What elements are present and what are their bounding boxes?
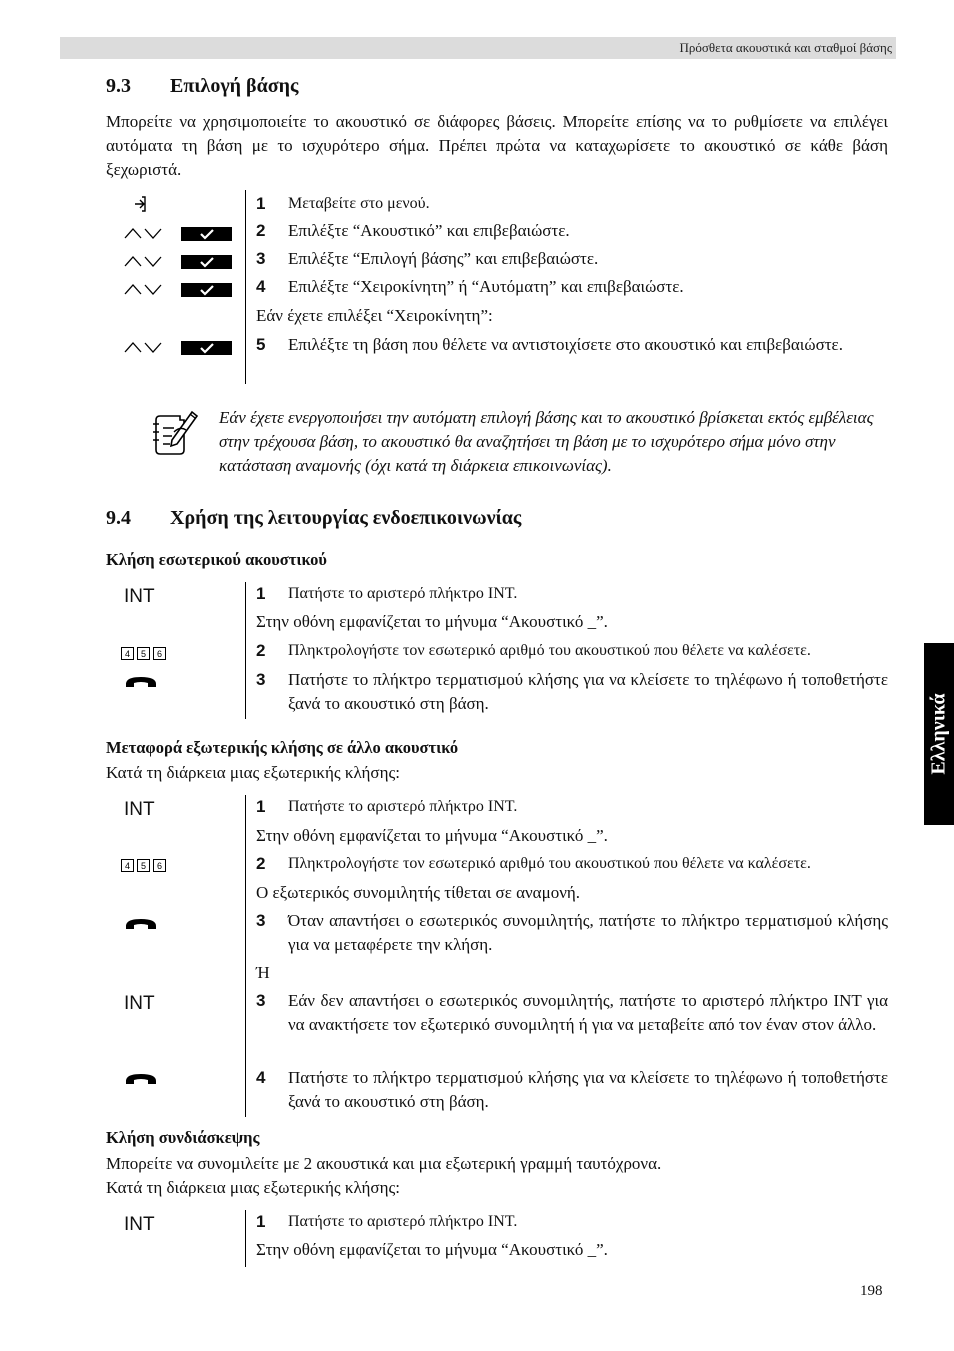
int-key-label: INT bbox=[124, 1214, 155, 1235]
ok-key-icon bbox=[181, 283, 232, 297]
section-number: 9.4 bbox=[106, 507, 131, 529]
section-title: Επιλογή βάσης bbox=[170, 75, 299, 97]
section-heading-9-3 bbox=[106, 75, 706, 101]
step-number: 2 bbox=[256, 641, 266, 660]
subsection-intro: Κατά τη διάρκεια μιας εξωτερικής κλήσης: bbox=[106, 763, 400, 782]
step-text: Μεταβείτε στο μενού. bbox=[288, 195, 430, 212]
step-divider bbox=[245, 582, 246, 719]
key-label: 6 bbox=[156, 649, 163, 659]
step-item bbox=[256, 989, 888, 1037]
note-pencil-icon bbox=[150, 406, 200, 458]
end-call-key-icon bbox=[124, 1072, 158, 1086]
step-number: 3 bbox=[256, 991, 266, 1010]
step-item bbox=[256, 192, 888, 216]
number-keys-icon bbox=[121, 859, 167, 873]
step-text: Πατήστε το πλήκτρο τερματισμού κλήσης για να κλείσετε το τηλέφωνο ή τοποθετήστε ξανά το ακουστικό στη βάση. bbox=[288, 1068, 888, 1111]
section-intro: Μπορείτε να χρησιμοποιείτε το ακουστικό σε διάφορες βάσεις. Μπορείτε επίσης να το ρυθμίσετε να επιλέγει αυτόματα τη βάση με το ισχυρότερο σήμα. Πρέπει πρώτα να καταχωρίσετε το ακουστικό σε κάθε βάση ξεχωριστά. bbox=[106, 112, 888, 179]
step-divider bbox=[245, 1210, 246, 1267]
step-number: 3 bbox=[256, 911, 266, 930]
step-divider bbox=[245, 795, 246, 1117]
step-number: 1 bbox=[256, 797, 266, 816]
step-item bbox=[256, 333, 888, 357]
step-item bbox=[256, 668, 888, 716]
number-keys-icon bbox=[121, 647, 167, 661]
language-tab-label: Ελληνικά bbox=[927, 693, 950, 775]
ok-key-icon bbox=[181, 227, 232, 241]
step-text: Πατήστε το αριστερό πλήκτρο INT. bbox=[288, 798, 518, 815]
step-number: 4 bbox=[256, 277, 266, 296]
step-number: 1 bbox=[256, 584, 266, 603]
step-item bbox=[256, 219, 888, 243]
step-number: 1 bbox=[256, 194, 266, 213]
menu-key-icon bbox=[133, 195, 153, 213]
step-item bbox=[256, 582, 888, 606]
subsection-title: Κλήση συνδιάσκεψης bbox=[106, 1128, 260, 1147]
page-header bbox=[60, 37, 896, 59]
display-message: Στην οθόνη εμφανίζεται το μήνυμα “Ακουστικό _”. bbox=[256, 612, 608, 631]
step-text: Επιλέξτε “Χειροκίνητη” ή “Αυτόματη” και επιβεβαιώστε. bbox=[288, 277, 684, 296]
subsection-intro: Μπορείτε να συνομιλείτε με 2 ακουστικά και μια εξωτερική γραμμή ταυτόχρονα. bbox=[106, 1154, 662, 1173]
or-separator: Ή bbox=[256, 963, 270, 982]
step-item bbox=[256, 1066, 888, 1114]
step-text: Επιλέξτε “Ακουστικό” και επιβεβαιώστε. bbox=[288, 221, 570, 240]
manual-selection-note: Εάν έχετε επιλέξει “Χειροκίνητη”: bbox=[256, 306, 493, 325]
section-number: 9.3 bbox=[106, 75, 131, 97]
up-down-arrows-icon bbox=[124, 225, 164, 241]
end-call-key-icon bbox=[124, 675, 158, 689]
hold-message: Ο εξωτερικός συνομιλητής τίθεται σε αναμονή. bbox=[256, 883, 581, 902]
step-item bbox=[256, 639, 888, 663]
step-item bbox=[256, 247, 888, 271]
key-label: 5 bbox=[140, 649, 147, 659]
step-item bbox=[256, 275, 888, 299]
section-heading-9-4 bbox=[106, 507, 806, 533]
step-number: 3 bbox=[256, 249, 266, 268]
step-text: Πληκτρολογήστε τον εσωτερικό αριθμό του ακουστικού που θέλετε να καλέσετε. bbox=[288, 642, 811, 659]
step-item bbox=[256, 909, 888, 957]
subsection-intro: Κατά τη διάρκεια μιας εξωτερικής κλήσης: bbox=[106, 1178, 400, 1197]
section-title: Χρήση της λειτουργίας ενδοεπικοινωνίας bbox=[170, 507, 522, 529]
step-text: Πατήστε το αριστερό πλήκτρο INT. bbox=[288, 585, 518, 602]
key-label: 6 bbox=[156, 861, 163, 871]
subsection-title: Μεταφορά εξωτερικής κλήσης σε άλλο ακουστικό bbox=[106, 738, 459, 757]
up-down-arrows-icon bbox=[124, 281, 164, 297]
step-divider bbox=[245, 190, 246, 384]
header-text: Πρόσθετα ακουστικά και σταθμοί βάσης bbox=[679, 40, 892, 55]
int-key-label: INT bbox=[124, 799, 155, 820]
ok-key-icon bbox=[181, 255, 232, 269]
int-key-label: INT bbox=[124, 993, 155, 1014]
key-label: 5 bbox=[140, 861, 147, 871]
step-text: Πληκτρολογήστε τον εσωτερικό αριθμό του ακουστικού που θέλετε να καλέσετε. bbox=[288, 855, 811, 872]
step-number: 5 bbox=[256, 335, 266, 354]
display-message: Στην οθόνη εμφανίζεται το μήνυμα “Ακουστικό _”. bbox=[256, 1240, 608, 1259]
step-text: Επιλέξτε “Επιλογή βάσης” και επιβεβαιώστε. bbox=[288, 249, 599, 268]
int-key-label: INT bbox=[124, 586, 155, 607]
step-number: 2 bbox=[256, 221, 266, 240]
step-number: 4 bbox=[256, 1068, 266, 1087]
ok-key-icon bbox=[181, 341, 232, 355]
up-down-arrows-icon bbox=[124, 253, 164, 269]
end-call-key-icon bbox=[124, 917, 158, 931]
page-number: 198 bbox=[860, 1283, 883, 1299]
language-tab bbox=[924, 643, 954, 825]
step-number: 1 bbox=[256, 1212, 266, 1231]
step-number: 2 bbox=[256, 854, 266, 873]
step-item bbox=[256, 795, 888, 819]
step-number: 3 bbox=[256, 670, 266, 689]
step-text: Εάν δεν απαντήσει ο εσωτερικός συνομιλητής, πατήστε το αριστερό πλήκτρο INT για να ανακτήσετε τον εξωτερικό συνομιλητή ή για να μεταβείτε από τον έναν στον άλλο. bbox=[288, 991, 888, 1034]
key-label: 4 bbox=[124, 649, 131, 659]
key-label: 4 bbox=[124, 861, 131, 871]
up-down-arrows-icon bbox=[124, 339, 164, 355]
step-text: Πατήστε το πλήκτρο τερματισμού κλήσης για να κλείσετε το τηλέφωνο ή τοποθετήστε ξανά το ακουστικό στη βάση. bbox=[288, 670, 888, 713]
step-text: Όταν απαντήσει ο εσωτερικός συνομιλητής, πατήστε το πλήκτρο τερματισμού κλήσης για να μεταφέρετε την κλήση. bbox=[288, 911, 888, 954]
step-text: Πατήστε το αριστερό πλήκτρο INT. bbox=[288, 1213, 518, 1230]
step-item bbox=[256, 852, 888, 876]
step-text: Επιλέξτε τη βάση που θέλετε να αντιστοιχίσετε στο ακουστικό και επιβεβαιώστε. bbox=[288, 335, 843, 354]
subsection-title: Κλήση εσωτερικού ακουστικού bbox=[106, 550, 327, 569]
step-item bbox=[256, 1210, 888, 1234]
display-message: Στην οθόνη εμφανίζεται το μήνυμα “Ακουστικό _”. bbox=[256, 826, 608, 845]
note-text: Εάν έχετε ενεργοποιήσει την αυτόματη επιλογή βάσης και το ακουστικό βρίσκεται εκτός εμβέλειας στην τρέχουσα βάση, το ακουστικό θα αναζητήσει τη βάση με το ισχυρότερο σήμα μόνο στην κατάσταση αναμονής (όχι κατά τη διάρκεια επικοινωνίας). bbox=[219, 408, 874, 475]
